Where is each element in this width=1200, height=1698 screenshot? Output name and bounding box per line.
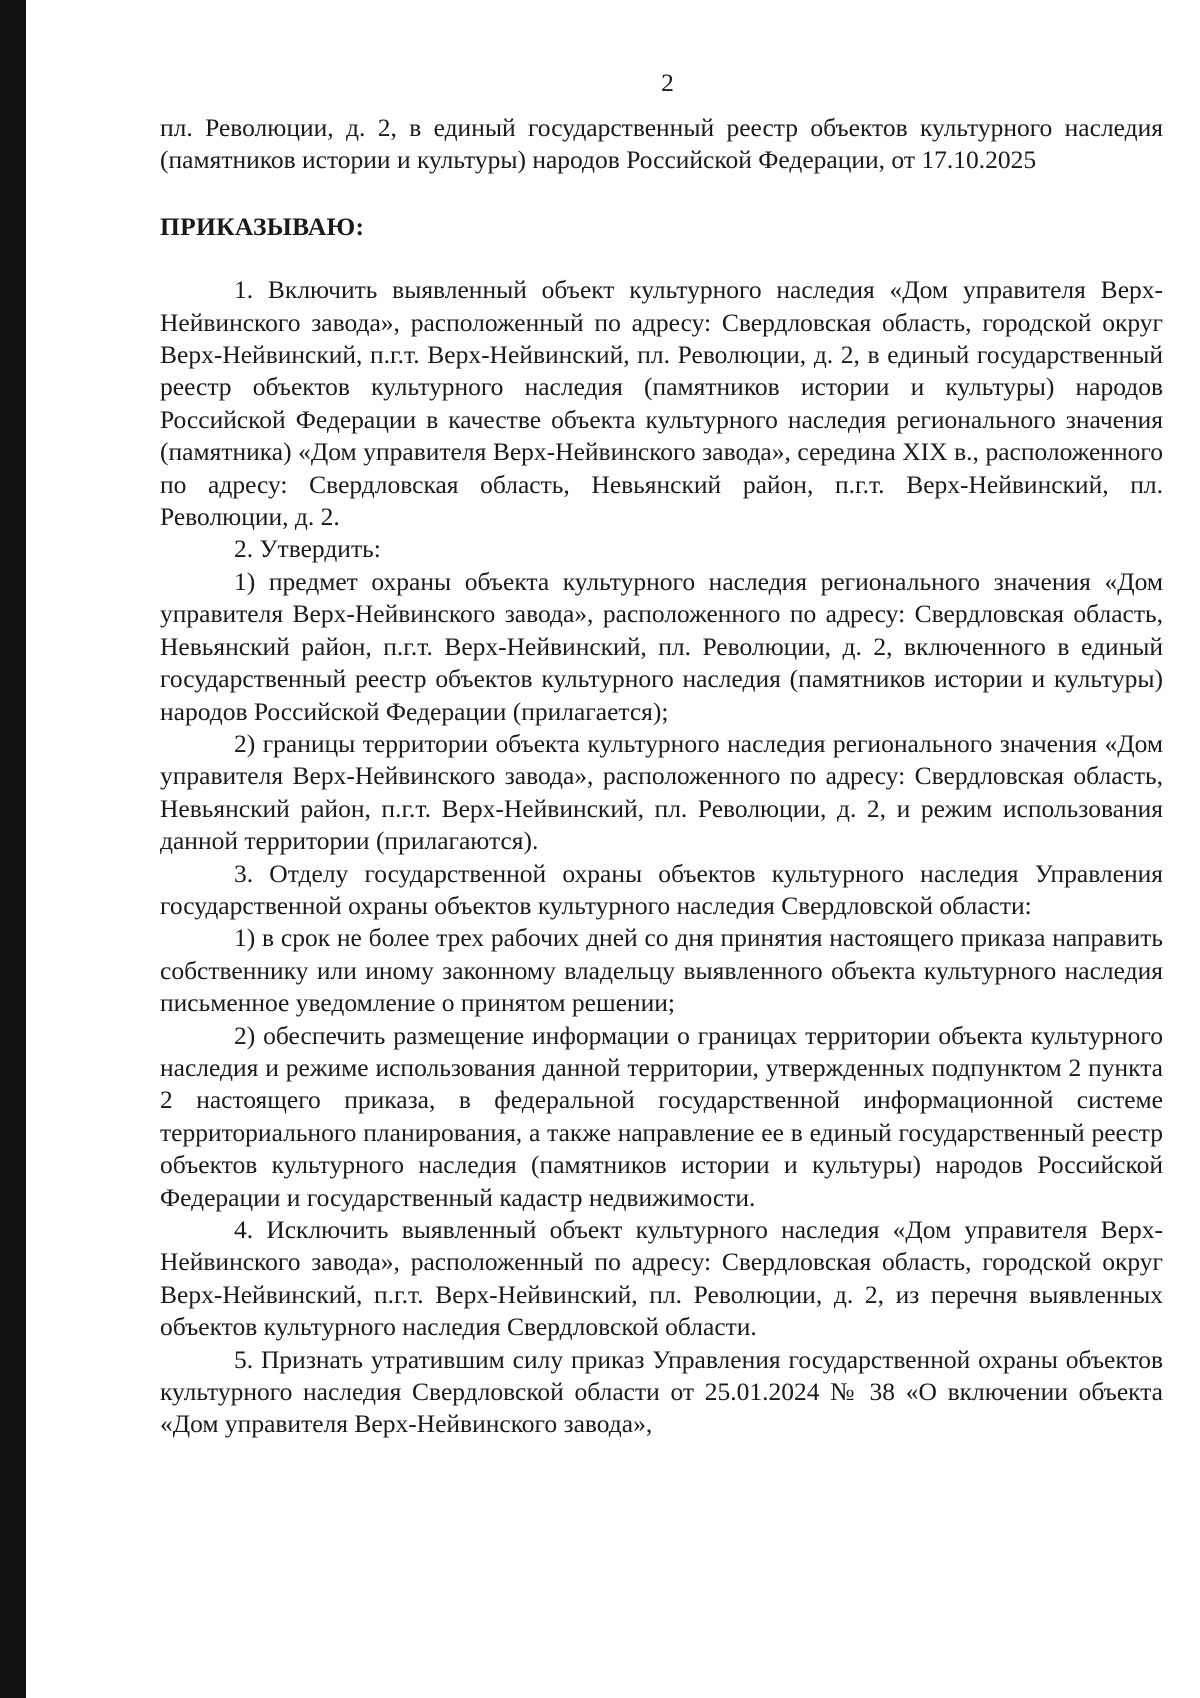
- page-number: 2: [661, 68, 674, 97]
- intro-paragraph: пл. Революции, д. 2, в единый государственный реестр объектов культурного наследия (памятников истории и культуры) народов Российской Федерации, от 17.10.2025: [160, 113, 1163, 175]
- paragraph-4: 4. Исключить выявленный объект культурного наследия «Дом управителя Верх-Нейвинского завода», расположенный по адресу: Свердловская область, городской округ Верх-Нейвинский, п.г.т. Верх-Нейвинский, пл. Революции, д. 2, из перечня выявленных объектов культурного наследия Свердловской области.: [160, 1215, 1163, 1342]
- paragraph-2-1: 1) предмет охраны объекта культурного наследия регионального значения «Дом управителя Верх-Нейвинского завода», расположенного по адресу: Свердловская область, Невьянский район, п.г.т. Верх-Нейвинский, пл. Революции, д. 2, включенного в единый государственный реестр объектов культурного наследия (памятников истории и культуры) народов Российской Федерации (прилагается);: [160, 566, 1163, 726]
- order-heading: ПРИКАЗЫВАЮ:: [160, 211, 365, 241]
- paragraph-3-1: 1) в срок не более трех рабочих дней со дня принятия настоящего приказа направить собственнику или иному законному владельцу выявленного объекта культурного наследия письменное уведомление о принятом решении;: [160, 923, 1163, 1018]
- scan-edge-shadow: [0, 0, 26, 1698]
- paragraph-2: 2. Утвердить:: [234, 534, 381, 564]
- paragraph-2-2: 2) границы территории объекта культурного наследия регионального значения «Дом управителя Верх-Нейвинского завода», расположенного по адресу: Свердловская область, Невьянский район, п.г.т. Верх-Нейвинский, пл. Революции, д. 2, и режим использования данной территории (прилагаются).: [160, 728, 1163, 856]
- paragraph-3: 3. Отделу государственной охраны объектов культурного наследия Управления государственной охраны объектов культурного наследия Свердловской области:: [160, 858, 1163, 920]
- document-body: [160, 112, 1163, 1441]
- paragraph-1: 1. Включить выявленный объект культурного наследия «Дом управителя Верх-Нейвинского завода», расположенный по адресу: Свердловская область, городской округ Верх-Нейвинский, п.г.т. Верх-Нейвинский, пл. Революции, д. 2, в единый государственный реестр объектов культурного наследия (памятников истории и культуры) народов Российской Федерации в качестве объекта культурного наследия регионального значения (памятника) «Дом управителя Верх-Нейвинского завода», середина XIX в., расположенного по адресу: Свердловская область, Невьянский район, п.г.т. Верх-Нейвинский, пл. Революции, д. 2.: [160, 275, 1163, 532]
- paragraph-5: 5. Признать утратившим силу приказ Управления государственной охраны объектов культурного наследия Свердловской области от 25.01.2024 № 38 «О включении объекта «Дом управителя Верх-Нейвинского завода»,: [160, 1344, 1163, 1439]
- paragraph-3-2: 2) обеспечить размещение информации о границах территории объекта культурного наследия и режиме использования данной территории, утвержденных подпунктом 2 пункта 2 настоящего приказа, в федеральной государственной информационной системе территориального планирования, а также направление ее в единый государственный реестр объектов культурного наследия (памятников истории и культуры) народов Российской Федерации и государственный кадастр недвижимости.: [160, 1020, 1163, 1212]
